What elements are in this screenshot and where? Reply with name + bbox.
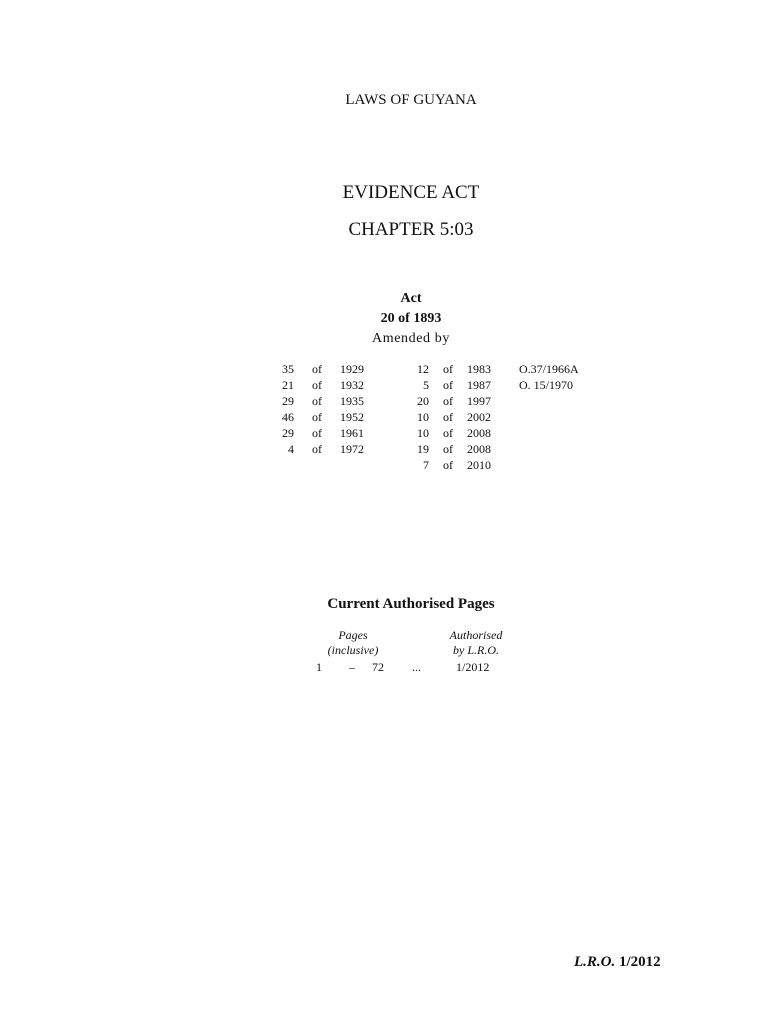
pages-label: Pages <box>338 628 368 642</box>
amendment-year: 1997 <box>467 394 491 408</box>
footer-lro <box>574 954 661 971</box>
amendment-of: of <box>443 410 453 424</box>
leader-dots: ... <box>412 660 421 674</box>
amendment-of: of <box>312 378 322 392</box>
pages-from: 1 <box>316 660 322 674</box>
amendment-of: of <box>443 378 453 392</box>
amendment-number: 19 <box>417 442 429 456</box>
amendment-number: 10 <box>417 426 429 440</box>
amendment-of: of <box>312 442 322 456</box>
amendments-column-1 <box>272 361 370 457</box>
order-reference: O. 15/1970 <box>519 378 573 392</box>
amendment-number: 46 <box>282 410 294 424</box>
amendment-row <box>402 377 497 393</box>
footer-lro-issue: 1/2012 <box>619 954 661 970</box>
amendment-row <box>402 441 497 457</box>
amendment-number: 4 <box>288 442 294 456</box>
amendment-number: 12 <box>417 362 429 376</box>
by-lro-label: by L.R.O. <box>453 643 499 657</box>
amendment-year: 1932 <box>340 378 364 392</box>
pages-dash: – <box>349 660 355 674</box>
amendment-number: 7 <box>423 458 429 472</box>
amendment-row <box>402 409 497 425</box>
order-row <box>519 377 579 393</box>
amendment-row <box>272 361 370 377</box>
footer-lro-label: L.R.O. <box>574 954 616 970</box>
amendment-of: of <box>443 394 453 408</box>
amendment-year: 2010 <box>467 458 491 472</box>
amendment-number: 21 <box>282 378 294 392</box>
order-row <box>519 361 579 377</box>
order-reference: O.37/1966A <box>519 362 579 376</box>
pages-column-header <box>308 628 398 658</box>
amendment-number: 10 <box>417 410 429 424</box>
pages-to: 72 <box>372 660 384 674</box>
amendment-of: of <box>443 426 453 440</box>
amendment-year: 1972 <box>340 442 364 456</box>
act-label: Act <box>400 291 422 306</box>
amendment-number: 35 <box>282 362 294 376</box>
amendment-row <box>272 377 370 393</box>
amendments-column-2 <box>402 361 497 473</box>
amendment-of: of <box>312 410 322 424</box>
amendment-row <box>402 457 497 473</box>
amendment-row <box>272 425 370 441</box>
authorised-value: 1/2012 <box>456 660 490 674</box>
amendment-year: 1952 <box>340 410 364 424</box>
amendment-of: of <box>312 426 322 440</box>
amended-by-label: Amended by <box>372 331 450 346</box>
amendment-number: 29 <box>282 426 294 440</box>
amendment-row <box>272 441 370 457</box>
amendment-of: of <box>443 442 453 456</box>
amendment-of: of <box>443 458 453 472</box>
amendments-column-orders <box>519 361 579 393</box>
amendment-year: 1983 <box>467 362 491 376</box>
amendment-number: 5 <box>423 378 429 392</box>
amendment-year: 1961 <box>340 426 364 440</box>
pages-inclusive-label: (inclusive) <box>327 643 379 657</box>
amendment-year: 1935 <box>340 394 364 408</box>
amendment-year: 2008 <box>467 426 491 440</box>
act-title: EVIDENCE ACT <box>342 182 480 203</box>
amendment-row <box>402 393 497 409</box>
current-authorised-pages-heading: Current Authorised Pages <box>327 596 495 612</box>
authorised-label: Authorised <box>449 628 503 642</box>
amendment-year: 1987 <box>467 378 491 392</box>
amendment-row <box>272 393 370 409</box>
amendment-row <box>402 361 497 377</box>
act-number: 20 of 1893 <box>380 311 442 326</box>
authorised-column-header <box>431 628 521 658</box>
chapter-number: CHAPTER 5:03 <box>348 219 474 240</box>
amendment-year: 2008 <box>467 442 491 456</box>
amendment-of: of <box>312 394 322 408</box>
amendment-year: 2002 <box>467 410 491 424</box>
amendment-number: 29 <box>282 394 294 408</box>
amendment-row <box>402 425 497 441</box>
amendment-year: 1929 <box>340 362 364 376</box>
amendment-of: of <box>312 362 322 376</box>
laws-of-guyana-heading: LAWS OF GUYANA <box>345 92 477 108</box>
amendment-row <box>272 409 370 425</box>
amendment-of: of <box>443 362 453 376</box>
amendment-number: 20 <box>417 394 429 408</box>
